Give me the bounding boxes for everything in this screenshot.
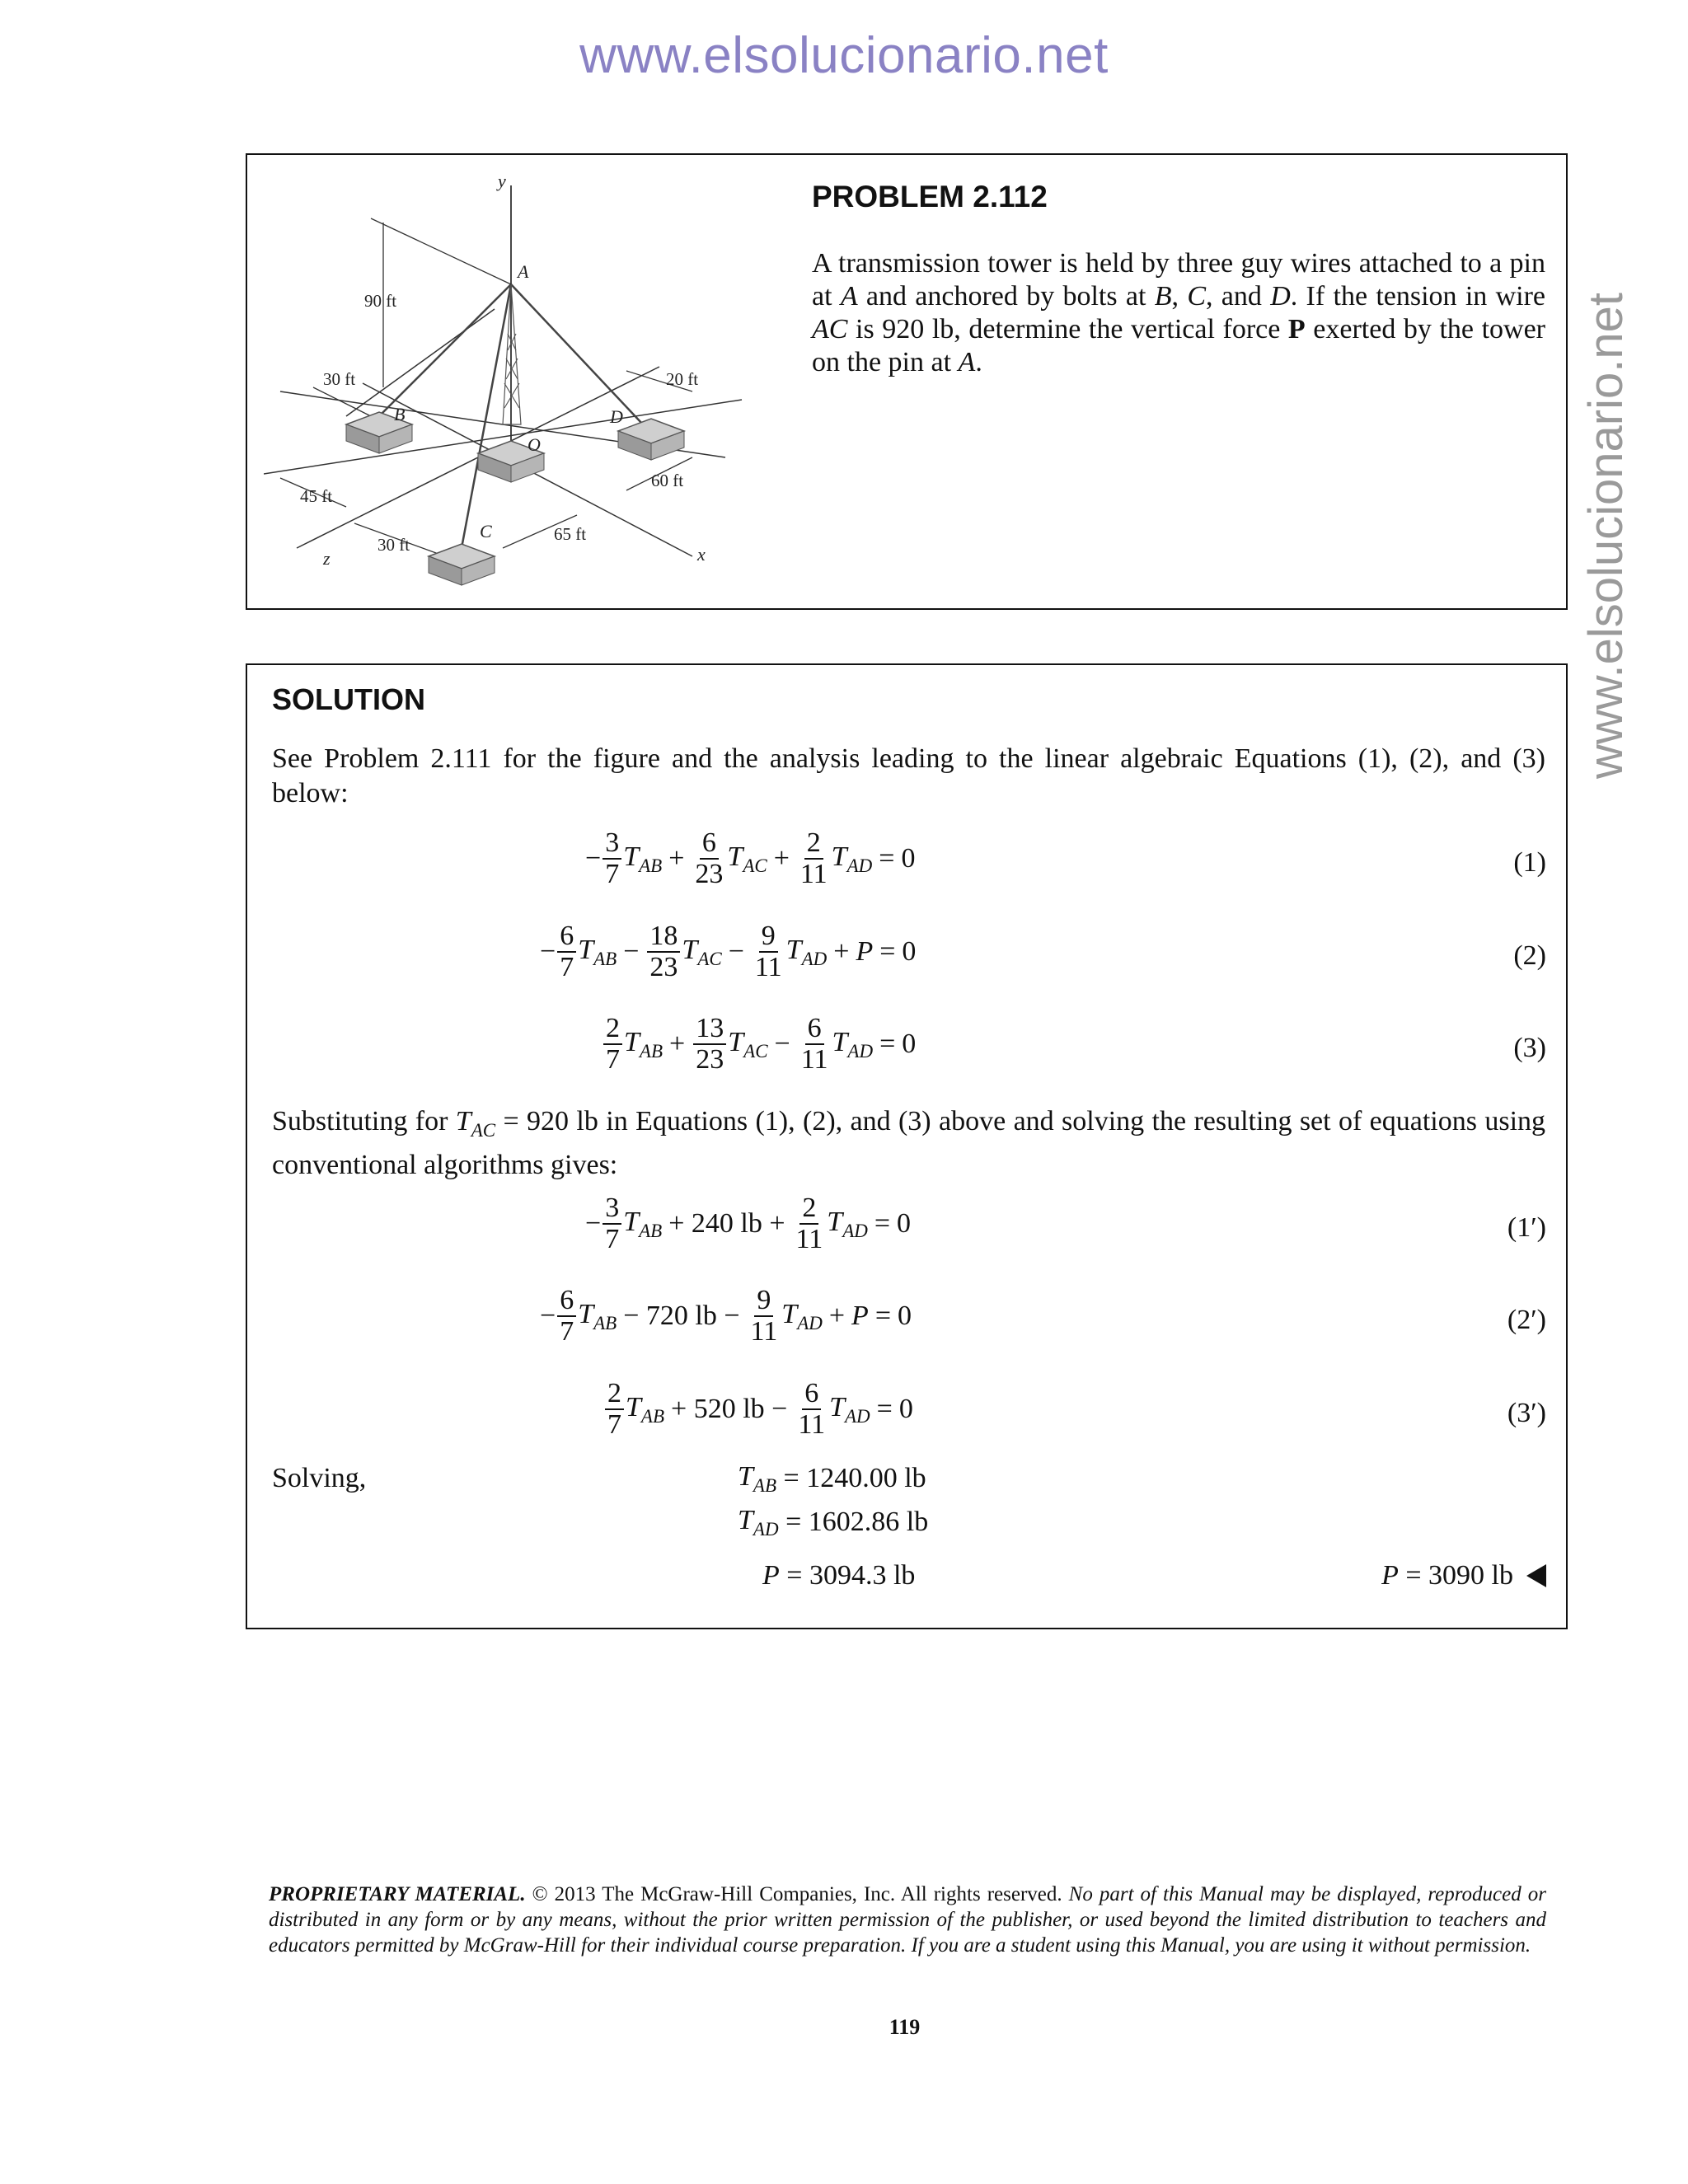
statement-segment: C xyxy=(1187,281,1207,312)
statement-segment: . xyxy=(975,347,982,377)
watermark-top[interactable]: www.elsolucionario.net xyxy=(579,27,1109,84)
equation-2-prime: − $\frac{6}{7}$ $T_{AB}$ − 720 lb − $\frac{9}{11}$ $T_{AD}$ + P = 0 xyxy=(540,1285,912,1347)
label-b: B xyxy=(394,404,406,424)
statement-segment: D xyxy=(1270,281,1291,312)
final-answer-value: = 3090 lb xyxy=(1405,1560,1513,1591)
label-d: D xyxy=(610,406,623,427)
equation-1: − $\frac{3}{7}$ $T_{AB}$ + $\frac{6}{23}$ $T_{AC}$ + $\frac{2}{11}$ $T_{AD}$ = 0 xyxy=(585,827,916,889)
statement-segment: is 920 lb, determine the vertical force xyxy=(847,314,1288,344)
label-x: x xyxy=(697,544,706,565)
footer-label: PROPRIETARY MATERIAL. xyxy=(269,1883,526,1905)
footer-notice xyxy=(269,1882,1546,1958)
solution-intro: See Problem 2.111 for the figure and the analysis leading to the linear algebraic Equations (1), (2), and (3) below: xyxy=(272,743,1545,808)
statement-segment: . If the tension in wire xyxy=(1290,281,1545,312)
equation-1-prime: − $\frac{3}{7}$ $T_{AB}$ + 240 lb + $\frac{2}{11}$ $T_{AD}$ = 0 xyxy=(585,1193,912,1254)
problem-title: PROBLEM 2.112 xyxy=(812,180,1048,213)
dim-30ft-b: 30 ft xyxy=(323,369,356,389)
statement-segment: A transmission tower is held by three guy wires attached to a pin at xyxy=(812,248,1545,312)
result-tad: $T_{AD}$ = 1602.86 lb xyxy=(738,1505,929,1540)
dim-45ft: 45 ft xyxy=(300,486,333,506)
equation-number-1: (1) xyxy=(1513,847,1546,878)
equation-2: − $\frac{6}{7}$ $T_{AB}$ − $\frac{18}{23}$ $T_{AC}$ − $\frac{9}{11}$ $T_{AD}$ + P = 0 xyxy=(540,921,917,982)
solving-label: Solving, xyxy=(272,1463,367,1493)
result-tab-value: = 1240.00 lb xyxy=(783,1463,926,1494)
label-y: y xyxy=(498,171,506,191)
tower-figure xyxy=(264,169,758,593)
substitution-text: Substituting for $T_{AC} = 920$ lb in Equations (1), (2), and (3) above and solving the resulting set of equations using conventional algorithms gives: xyxy=(272,1106,1546,1180)
eq2p-term: − 720 lb − xyxy=(623,1301,740,1331)
equation-number-2p: (2′) xyxy=(1507,1305,1546,1335)
label-o: O xyxy=(528,434,541,455)
footer-permission: No part of this Manual may be displayed, reproduced or distributed in any form or by any means, without the prior written permission of the publisher, or used beyond the limited distribution to teachers and educators permitted by McGraw-Hill for their individual course preparation. If you are a student using this Manual, you are using it without permission. xyxy=(269,1883,1546,1957)
substitution-lead: Substituting for xyxy=(272,1106,448,1137)
result-p: P = 3094.3 lb xyxy=(762,1560,916,1591)
label-a: A xyxy=(518,261,529,282)
label-c: C xyxy=(480,521,492,541)
equation-number-3: (3) xyxy=(1513,1033,1546,1063)
dim-90ft: 90 ft xyxy=(364,291,397,311)
substitution-tail: in Equations (1), (2), and (3) above and solving the resulting set of equations using conventional algorithms gives: xyxy=(272,1106,1546,1180)
watermark-side[interactable]: www.elsolucionario.net xyxy=(1579,293,1633,779)
answer-marker-icon xyxy=(1526,1564,1546,1587)
statement-segment: B xyxy=(1154,281,1172,312)
dim-20ft: 20 ft xyxy=(666,369,699,389)
label-z: z xyxy=(323,548,331,569)
eq1p-term: + 240 lb + xyxy=(668,1208,785,1239)
footer-copyright: © 2013 The McGraw-Hill Companies, Inc. All rights reserved. xyxy=(532,1883,1062,1905)
equation-number-1p: (1′) xyxy=(1507,1212,1546,1243)
dim-60ft: 60 ft xyxy=(651,471,684,490)
substitution-value: = 920 lb xyxy=(503,1106,598,1137)
dim-30ft-c: 30 ft xyxy=(377,535,410,555)
statement-segment: , xyxy=(1171,281,1188,312)
solution-title: SOLUTION xyxy=(272,682,425,716)
problem-statement xyxy=(812,247,1545,379)
result-p-value: = 3094.3 lb xyxy=(786,1560,916,1591)
guy-wire-ab xyxy=(346,309,495,416)
statement-segment: and anchored by bolts at xyxy=(857,281,1155,312)
statement-segment: AC xyxy=(812,314,848,344)
result-tab: $T_{AB}$ = 1240.00 lb xyxy=(738,1461,926,1496)
eq3p-term: + 520 lb − xyxy=(671,1394,788,1424)
tower-lattice xyxy=(503,284,521,424)
equation-3-prime: $\frac{2}{7}$ $T_{AB}$ + 520 lb − $\frac{6}{11}$ $T_{AD}$ = 0 xyxy=(603,1379,913,1440)
equation-number-2: (2) xyxy=(1513,940,1546,971)
statement-segment: exerted by the tower on the pin at xyxy=(812,314,1545,377)
page-number: 119 xyxy=(889,2015,921,2039)
statement-segment: , and xyxy=(1206,281,1271,312)
equation-3: $\frac{2}{7}$ $T_{AB}$ + $\frac{13}{23}$ $T_{AC}$ − $\frac{6}{11}$ $T_{AD}$ = 0 xyxy=(602,1014,916,1075)
statement-segment: P xyxy=(1287,314,1306,344)
final-answer: P = 3090 lb xyxy=(1381,1560,1546,1591)
statement-segment: A xyxy=(840,281,858,312)
result-tad-value: = 1602.86 lb xyxy=(785,1507,929,1538)
dim-65ft: 65 ft xyxy=(554,524,587,544)
equation-number-3p: (3′) xyxy=(1507,1398,1546,1428)
statement-segment: A xyxy=(958,347,976,377)
wire-ad xyxy=(511,284,643,424)
